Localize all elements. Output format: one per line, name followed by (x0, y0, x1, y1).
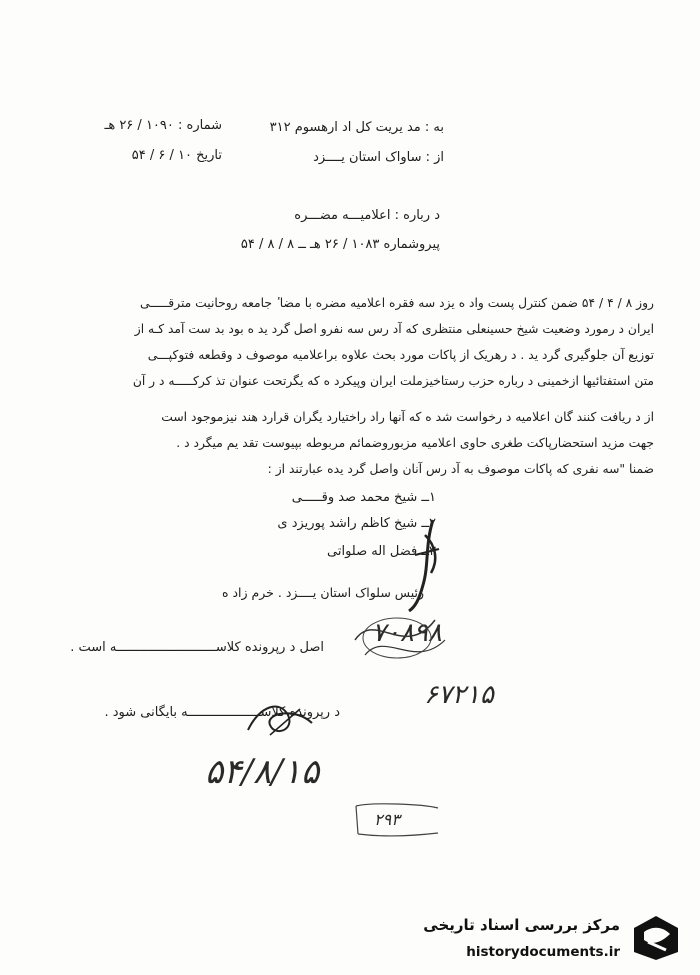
paraph-signature (240, 695, 320, 745)
body-line: جهت مزید استحضارپاکت طغری حاوی اعلامیه مزبوروضمائم مربوطه بپیوست تقد یم میگرد د . (176, 436, 654, 450)
subject-line: د رباره : اعلامیـــه مضـــره (294, 208, 440, 223)
original-file-line: اصل د رپرونده کلاســــــــــــــــــــــــــه است . (70, 640, 324, 655)
letter-number: شماره : ۱۰۹۰ / ۲۶ هـ (104, 118, 222, 133)
body-line: ایران د رمورد وضعیت شیخ حسینعلی منتظری که آد رس سه نفرو اصل گرد ید ه بود بد ست آمد کـه از (134, 322, 654, 336)
from-line: از : ساواک استان یــــزد (313, 150, 444, 165)
handwritten-date: ۵۴/۸/۱۵ (205, 752, 320, 792)
box-number: ۲۹۳ (374, 810, 400, 829)
body-line: ضمنا "سه نفری که پاکات موصوف به آد رس آنان واصل گرد یده عبارتند از : (267, 462, 654, 476)
handwritten-scribble (345, 600, 455, 670)
handwritten-original-number: ۷۰۸۹۸ (372, 618, 442, 648)
handwritten-archive-number: ۶۷۲۱۵ (424, 680, 494, 710)
reference-line: پیروشماره ۱۰۸۳ / ۲۶ هـ ــ ۸ / ۸ / ۵۴ (240, 237, 440, 252)
recipient-item: ۱ــ شیخ محمد صد وقـــــی (291, 490, 436, 505)
to-line: به : مد یریت کل اد ارهسوم ۳۱۲ (269, 120, 444, 135)
archive-box-stamp (352, 800, 442, 840)
body-line: روز ۸ / ۴ / ۵۴ ضمن کنترل پست واد ه یزد سه فقره اعلامیه مضره با مضا ٔ جامعه روحانیت مترقـــــی (140, 296, 654, 310)
watermark-title: مرکز بررسی اسناد تاریخی (423, 916, 620, 934)
archive-logo-icon (628, 912, 684, 964)
letter-date: تاریخ ۱۰ / ۶ / ۵۴ (131, 148, 222, 163)
body-line: متن استفتائیها ازخمینی د رباره حزب رستاخیزملت ایران وپیکرد ه که یگرتحت عنوان تذ کرکـــــه د ر آن (132, 374, 654, 388)
archive-file-line: د رپرونده کلاســـــــــــــــــــه بایگانی شود . (104, 705, 340, 720)
signature-line: رئیس سلواک استان یــــزد . خرم زاد ه (221, 585, 424, 600)
watermark-brand (410, 908, 690, 968)
body-line: از د ریافت کنند گان اعلامیه د رخواست شد ه که آنها راد راختیارد یگران قرارد هند نیزموجود است (161, 410, 654, 424)
recipient-item: ۳ــ فضل اله صلواتی (327, 544, 436, 559)
body-line: توزیع آن جلوگیری گرد ید . د رهریک از پاکات مورد بحث علاوه براعلامیه موصوف د وقطعه فتوکپـــی (147, 348, 654, 362)
recipient-item: ۲ــ شیخ کاظم راشد پوریزد ی (277, 516, 436, 531)
watermark-url: historydocuments.ir (466, 944, 620, 960)
